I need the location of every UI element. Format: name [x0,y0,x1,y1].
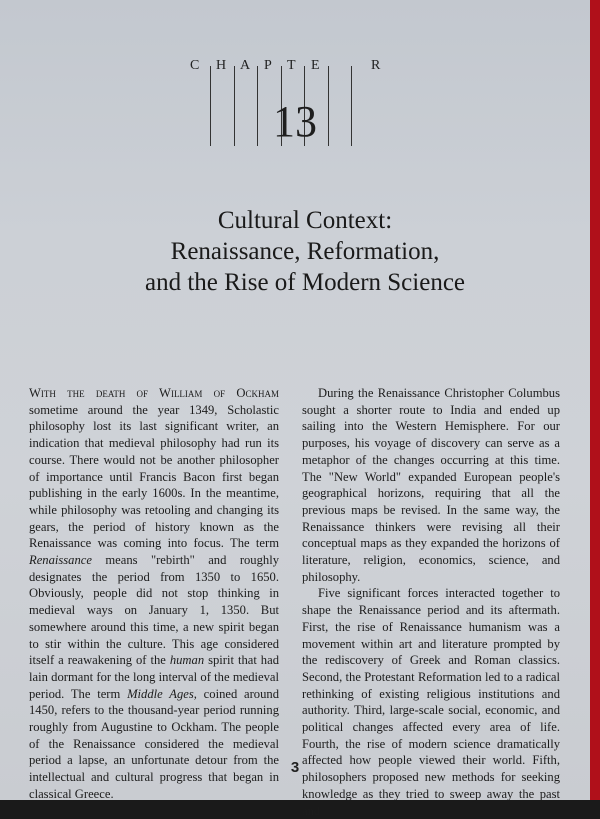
paragraph: Five significant forces interacted together to shape the Renaissance period and its aftermath. First, the rise of Renaissance humanism was a movement within art and literature prompted by the rediscovery of Greek and Roman classics. Second, the Protestant Reformation led to a radical rethinking of existing religious institutions and authority. Third, large-scale social, economic, and political changes affected every area of life. Fourth, the rise of modern science dramatically affected how people viewed their world. Fifth, philosophers proposed new methods for seeking knowledge as they tried to sweep away the past and [302,586,560,818]
chapter-letter: H [216,58,228,73]
paragraph-text: sometime around the year 1349, Scholastic philosophy lost its last significant writer, an indication that medieval philosophy had run its course. There would not be another philosopher of importance until Francis Bacon first began publishing in the early 1600s. In the meantime, while philosophy was retooling and changing its gears, the period of history known as the Renaissance was coming into focus. The term [29,402,279,551]
paragraph-text: , coined around 1450, refers to the thousand-year period running roughly from Augustine to Ockham. The people of the Renaissance considered the medieval period a lapse, an unfortunate detour from the intellectual and cultural progress that began in classical Greece. [29,686,279,801]
emphasis: human [169,653,205,668]
paragraph [29,385,279,803]
chapter-title-line: Cultural Context: [217,207,393,234]
chapter-label [190,58,390,78]
page-number: 3 [290,759,300,776]
emphasis: Renaissance [29,553,92,568]
chapter-letter: A [240,58,252,73]
lead-in: With the death of William of Ockham [29,386,279,400]
chapter-letter: E [311,58,321,73]
chapter-letter: T [287,58,297,73]
chapter-letter: P [264,58,273,73]
chapter-number: 13 [273,97,317,146]
left-column [29,385,279,803]
chapter-title [60,205,550,298]
chapter-letter: R [371,58,382,73]
chapter-title-line: and the Rise of Modern Science [144,269,466,296]
emphasis: Middle Ages [127,686,194,701]
paragraph: During the Renaissance Christopher Columbus sought a shorter route to India and ended up sailing into the Western Hemisphere. For our purposes, his voyage of discovery can serve as a metaphor of the changes occurring at this time. The "New World" expanded European people's geographical horizons, requiring that all the previous maps be revised. In the same way, the Renaissance thinkers were revising all their conceptual maps as they expanded the horizons of literature, religion, economics, science, and philosophy. [302,386,560,584]
chapter-title-line: Renaissance, Reformation, [170,238,440,265]
paragraph-text: means "rebirth" and roughly designates the period from 1350 to 1650. Obviously, people did not stop thinking in medieval ways on January 1, 1350. But somewhere around this time, a new spirit began to stir within the culture. This age considered itself a reawakening of the [29,553,279,668]
paragraph-text: spirit that had lain dormant for the long interval of the medieval period. The term [29,653,279,701]
right-column [302,385,560,819]
chapter-letter: C [190,58,201,73]
